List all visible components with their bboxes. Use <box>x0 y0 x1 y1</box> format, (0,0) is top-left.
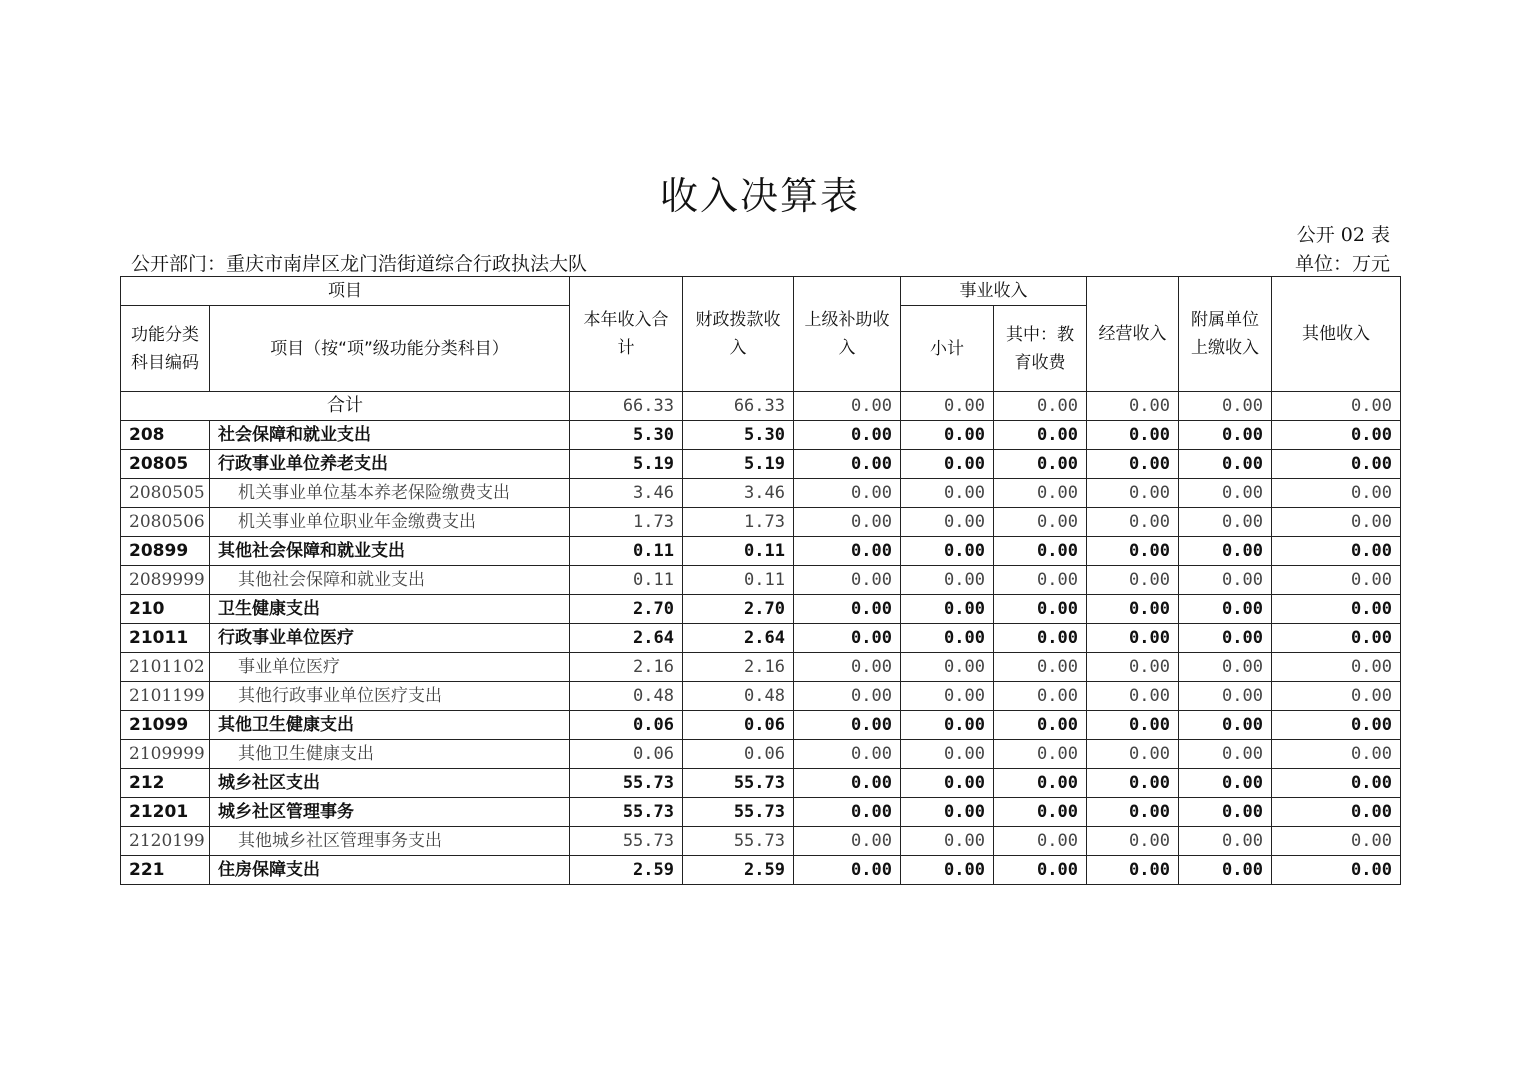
row-value: 0.00 <box>901 595 994 624</box>
row-value: 0.00 <box>1272 856 1401 885</box>
row-value: 0.00 <box>1179 595 1272 624</box>
row-value: 0.00 <box>901 827 994 856</box>
row-name: 住房保障支出 <box>210 856 570 885</box>
row-value: 0.06 <box>683 740 794 769</box>
row-code: 20805 <box>121 450 210 479</box>
row-value: 0.00 <box>794 421 901 450</box>
row-value: 3.46 <box>683 479 794 508</box>
total-cell: 0.00 <box>994 392 1087 421</box>
row-value: 0.00 <box>901 624 994 653</box>
row-value: 0.00 <box>994 450 1087 479</box>
row-value: 3.46 <box>570 479 683 508</box>
row-value: 0.00 <box>1179 711 1272 740</box>
row-code: 208 <box>121 421 210 450</box>
row-value: 5.19 <box>683 450 794 479</box>
row-value: 0.00 <box>794 711 901 740</box>
row-value: 0.00 <box>1087 740 1179 769</box>
row-value: 0.00 <box>794 624 901 653</box>
row-value: 0.00 <box>794 682 901 711</box>
row-value: 0.00 <box>901 566 994 595</box>
row-code: 21011 <box>121 624 210 653</box>
row-value: 0.00 <box>901 450 994 479</box>
table-row <box>121 682 1401 711</box>
row-value: 0.00 <box>994 479 1087 508</box>
row-value: 5.30 <box>683 421 794 450</box>
row-name: 其他社会保障和就业支出 <box>210 566 570 595</box>
unit-label: 单位：万元 <box>1294 253 1390 275</box>
row-value: 0.00 <box>1087 537 1179 566</box>
row-value: 2.64 <box>570 624 683 653</box>
row-value: 0.00 <box>994 711 1087 740</box>
header-code: 功能分类科目编码 <box>121 306 210 392</box>
table-row <box>121 421 1401 450</box>
row-value: 0.00 <box>901 682 994 711</box>
row-value: 0.00 <box>1179 566 1272 595</box>
table-row <box>121 740 1401 769</box>
row-value: 0.00 <box>1272 624 1401 653</box>
row-value: 0.00 <box>994 595 1087 624</box>
row-value: 0.48 <box>683 682 794 711</box>
form-number: 公开 02 表 <box>1296 224 1390 246</box>
row-value: 5.19 <box>570 450 683 479</box>
row-value: 0.00 <box>1087 624 1179 653</box>
row-value: 2.70 <box>683 595 794 624</box>
row-value: 2.64 <box>683 624 794 653</box>
row-value: 55.73 <box>683 827 794 856</box>
row-code: 21201 <box>121 798 210 827</box>
row-value: 0.00 <box>1179 450 1272 479</box>
row-value: 0.00 <box>901 856 994 885</box>
row-name: 行政事业单位养老支出 <box>210 450 570 479</box>
row-value: 0.00 <box>901 508 994 537</box>
row-code: 2101199 <box>121 682 210 711</box>
header-career-subtotal: 小计 <box>901 306 994 392</box>
row-value: 0.00 <box>1087 798 1179 827</box>
row-value: 0.00 <box>994 508 1087 537</box>
table-row <box>121 624 1401 653</box>
table-row <box>121 508 1401 537</box>
row-code: 21099 <box>121 711 210 740</box>
row-value: 0.06 <box>570 740 683 769</box>
row-value: 0.00 <box>1179 798 1272 827</box>
row-value: 0.00 <box>1179 856 1272 885</box>
row-value: 2.59 <box>570 856 683 885</box>
row-value: 55.73 <box>570 769 683 798</box>
row-value: 0.00 <box>1179 421 1272 450</box>
row-value: 0.00 <box>1272 421 1401 450</box>
row-value: 0.00 <box>794 566 901 595</box>
page-title: 收入决算表 <box>659 174 860 218</box>
row-name: 卫生健康支出 <box>210 595 570 624</box>
row-name: 其他城乡社区管理事务支出 <box>210 827 570 856</box>
row-value: 0.00 <box>901 769 994 798</box>
row-name: 事业单位医疗 <box>210 653 570 682</box>
table-row <box>121 798 1401 827</box>
table-row <box>121 450 1401 479</box>
table-row <box>121 827 1401 856</box>
row-value: 0.00 <box>1272 798 1401 827</box>
row-value: 0.00 <box>794 537 901 566</box>
row-value: 0.00 <box>794 595 901 624</box>
table-row <box>121 479 1401 508</box>
row-value: 0.00 <box>794 508 901 537</box>
table-row <box>121 537 1401 566</box>
row-value: 0.00 <box>1087 421 1179 450</box>
row-value: 0.00 <box>1179 508 1272 537</box>
row-value: 0.00 <box>901 479 994 508</box>
row-value: 0.00 <box>901 711 994 740</box>
row-value: 0.00 <box>994 421 1087 450</box>
row-value: 0.00 <box>1272 508 1401 537</box>
row-value: 0.00 <box>794 856 901 885</box>
header-project: 项目 <box>121 277 570 306</box>
row-value: 0.00 <box>1179 479 1272 508</box>
row-code: 2080506 <box>121 508 210 537</box>
row-value: 0.00 <box>994 856 1087 885</box>
row-value: 0.11 <box>683 537 794 566</box>
row-value: 0.00 <box>901 537 994 566</box>
row-value: 55.73 <box>683 798 794 827</box>
row-value: 0.00 <box>1272 566 1401 595</box>
row-value: 0.00 <box>901 653 994 682</box>
row-value: 0.00 <box>1087 769 1179 798</box>
row-value: 0.00 <box>794 769 901 798</box>
row-value: 0.00 <box>1272 537 1401 566</box>
row-name: 城乡社区支出 <box>210 769 570 798</box>
row-value: 55.73 <box>570 798 683 827</box>
row-code: 20899 <box>121 537 210 566</box>
row-value: 0.00 <box>994 798 1087 827</box>
row-value: 0.11 <box>683 566 794 595</box>
row-value: 0.00 <box>1272 479 1401 508</box>
row-value: 0.00 <box>1272 827 1401 856</box>
row-value: 1.73 <box>570 508 683 537</box>
total-cell: 66.33 <box>683 392 794 421</box>
row-value: 0.00 <box>994 566 1087 595</box>
total-cell: 0.00 <box>1087 392 1179 421</box>
header-total: 本年收入合计 <box>570 277 683 392</box>
total-cell: 0.00 <box>1272 392 1401 421</box>
row-name: 其他行政事业单位医疗支出 <box>210 682 570 711</box>
row-value: 0.00 <box>794 798 901 827</box>
row-name: 机关事业单位基本养老保险缴费支出 <box>210 479 570 508</box>
row-value: 0.00 <box>994 653 1087 682</box>
row-value: 2.59 <box>683 856 794 885</box>
row-value: 0.00 <box>1179 769 1272 798</box>
row-code: 2080505 <box>121 479 210 508</box>
total-cell: 0.00 <box>1179 392 1272 421</box>
row-value: 0.00 <box>1272 595 1401 624</box>
table-row <box>121 595 1401 624</box>
row-value: 0.00 <box>794 740 901 769</box>
row-code: 212 <box>121 769 210 798</box>
row-value: 0.00 <box>1087 827 1179 856</box>
row-value: 0.00 <box>794 827 901 856</box>
row-value: 0.00 <box>1087 508 1179 537</box>
row-value: 0.00 <box>1087 595 1179 624</box>
row-name: 城乡社区管理事务 <box>210 798 570 827</box>
row-value: 1.73 <box>683 508 794 537</box>
row-value: 0.11 <box>570 537 683 566</box>
row-value: 0.00 <box>901 421 994 450</box>
row-value: 0.00 <box>1179 624 1272 653</box>
row-name: 其他卫生健康支出 <box>210 711 570 740</box>
header-fiscal: 财政拨款收入 <box>683 277 794 392</box>
row-value: 0.06 <box>570 711 683 740</box>
row-value: 0.00 <box>1272 711 1401 740</box>
row-value: 0.00 <box>994 827 1087 856</box>
row-value: 0.00 <box>1087 450 1179 479</box>
row-value: 0.00 <box>1087 479 1179 508</box>
row-value: 0.00 <box>794 450 901 479</box>
row-code: 2101102 <box>121 653 210 682</box>
row-value: 0.00 <box>994 682 1087 711</box>
row-value: 0.48 <box>570 682 683 711</box>
table-row <box>121 711 1401 740</box>
row-value: 0.00 <box>794 653 901 682</box>
row-value: 0.00 <box>994 740 1087 769</box>
row-value: 0.00 <box>1087 653 1179 682</box>
row-value: 55.73 <box>683 769 794 798</box>
row-value: 0.00 <box>994 769 1087 798</box>
row-value: 0.00 <box>1272 740 1401 769</box>
total-cell: 0.00 <box>794 392 901 421</box>
row-value: 0.00 <box>1272 450 1401 479</box>
table-row <box>121 769 1401 798</box>
header-business: 经营收入 <box>1087 277 1179 392</box>
row-value: 0.00 <box>1087 711 1179 740</box>
row-value: 0.00 <box>1179 682 1272 711</box>
row-value: 0.00 <box>1272 769 1401 798</box>
row-name: 社会保障和就业支出 <box>210 421 570 450</box>
department-label: 公开部门：重庆市南岸区龙门浩街道综合行政执法大队 <box>131 253 588 275</box>
table-row <box>121 856 1401 885</box>
row-value: 0.00 <box>1179 740 1272 769</box>
row-value: 0.00 <box>794 479 901 508</box>
row-code: 221 <box>121 856 210 885</box>
row-value: 0.00 <box>1272 682 1401 711</box>
row-value: 2.16 <box>683 653 794 682</box>
row-value: 5.30 <box>570 421 683 450</box>
row-value: 2.70 <box>570 595 683 624</box>
header-name: 项目（按“项”级功能分类科目） <box>210 306 570 392</box>
row-name: 其他卫生健康支出 <box>210 740 570 769</box>
income-table <box>120 276 1401 885</box>
row-value: 0.00 <box>1087 682 1179 711</box>
row-value: 2.16 <box>570 653 683 682</box>
header-career-edu: 其中：教育收费 <box>994 306 1087 392</box>
row-value: 0.06 <box>683 711 794 740</box>
row-value: 0.00 <box>901 740 994 769</box>
row-value: 0.00 <box>994 537 1087 566</box>
total-cell: 0.00 <box>901 392 994 421</box>
row-name: 行政事业单位医疗 <box>210 624 570 653</box>
header-career: 事业收入 <box>901 277 1087 306</box>
total-cell: 66.33 <box>570 392 683 421</box>
table-row <box>121 653 1401 682</box>
row-name: 机关事业单位职业年金缴费支出 <box>210 508 570 537</box>
row-name: 其他社会保障和就业支出 <box>210 537 570 566</box>
total-label: 合计 <box>121 392 570 421</box>
header-affiliated: 附属单位上缴收入 <box>1179 277 1272 392</box>
header-superior: 上级补助收入 <box>794 277 901 392</box>
row-value: 0.11 <box>570 566 683 595</box>
row-value: 55.73 <box>570 827 683 856</box>
row-code: 2089999 <box>121 566 210 595</box>
row-value: 0.00 <box>1087 566 1179 595</box>
row-value: 0.00 <box>1087 856 1179 885</box>
row-code: 2120199 <box>121 827 210 856</box>
row-value: 0.00 <box>1179 827 1272 856</box>
row-value: 0.00 <box>1272 653 1401 682</box>
row-value: 0.00 <box>1179 537 1272 566</box>
total-row <box>121 392 1401 421</box>
row-code: 2109999 <box>121 740 210 769</box>
row-value: 0.00 <box>1179 653 1272 682</box>
row-value: 0.00 <box>901 798 994 827</box>
row-code: 210 <box>121 595 210 624</box>
row-value: 0.00 <box>994 624 1087 653</box>
header-other: 其他收入 <box>1272 277 1401 392</box>
table-row <box>121 566 1401 595</box>
